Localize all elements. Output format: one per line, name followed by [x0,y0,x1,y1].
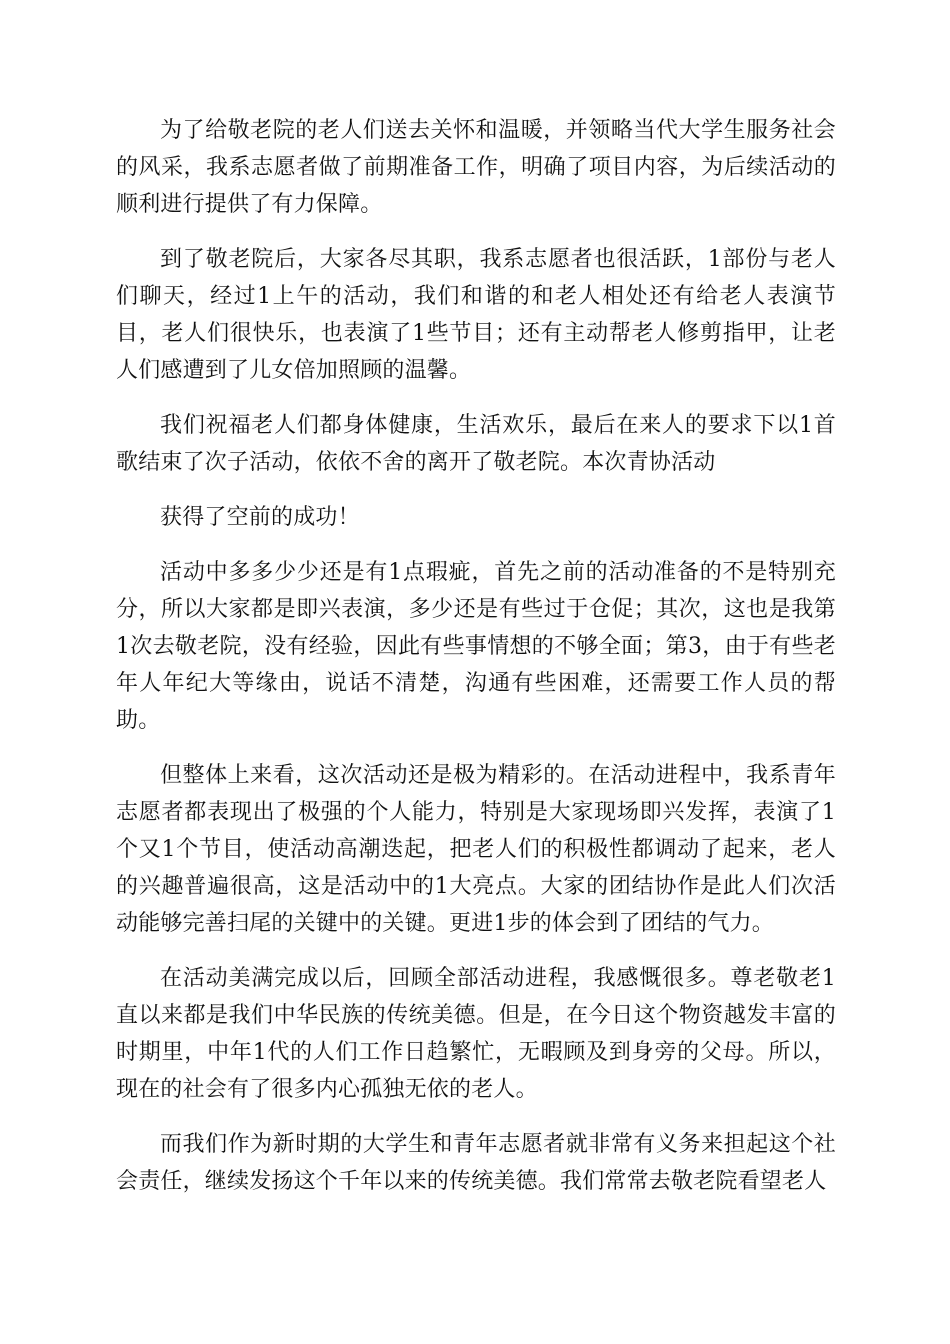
paragraph-2: 到了敬老院后，大家各尽其职，我系志愿者也很活跃，1部份与老人们聊天，经过1上午的活动，我们和谐的和老人相处还有给老人表演节目，老人们很快乐，也表演了1些节目；还有主动帮老人修剪指甲，让老人们感遭到了儿女倍加照顾的温馨。 [116,247,836,383]
paragraph-7: 在活动美满完成以后，回顾全部活动进程，我感慨很多。尊老敬老1直以来都是我们中华民族的传统美德。但是，在今日这个物资越发丰富的时期里，中年1代的人们工作日趋繁忙，无暇顾及到身旁的父母。所以，现在的社会有了很多内心孤独无依的老人。 [116,966,836,1102]
document-body [116,112,836,1200]
paragraph-1: 为了给敬老院的老人们送去关怀和温暖，并领略当代大学生服务社会的风采，我系志愿者做了前期准备工作，明确了项目内容，为后续活动的顺利进行提供了有力保障。 [116,118,836,217]
paragraph-4: 获得了空前的成功！ [160,505,360,530]
paragraph-8: 而我们作为新时期的大学生和青年志愿者就非常有义务来担起这个社会责任，继续发扬这个千年以来的传统美德。我们常常去敬老院看望老人 [116,1132,836,1194]
paragraph-6: 但整体上来看，这次活动还是极为精彩的。在活动进程中，我系青年志愿者都表现出了极强的个人能力，特别是大家现场即兴发挥，表演了1个又1个节目，使活动高潮迭起，把老人们的积极性都调动了起来，老人的兴趣普遍很高，这是活动中的1大亮点。大家的团结协作是此人们次活动能够完善扫尾的关键中的关键。更进1步的体会到了团结的气力。 [116,763,836,936]
paragraph-3: 我们祝福老人们都身体健康，生活欢乐，最后在来人的要求下以1首歌结束了次子活动，依依不舍的离开了敬老院。本次青协活动 [116,413,836,475]
paragraph-5: 活动中多多少少还是有1点瑕疵，首先之前的活动准备的不是特别充分，所以大家都是即兴表演，多少还是有些过于仓促；其次，这也是我第1次去敬老院，没有经验，因此有些事情想的不够全面；第3，由于有些老年人年纪大等缘由，说话不清楚，沟通有些困难，还需要工作人员的帮助。 [116,560,836,733]
